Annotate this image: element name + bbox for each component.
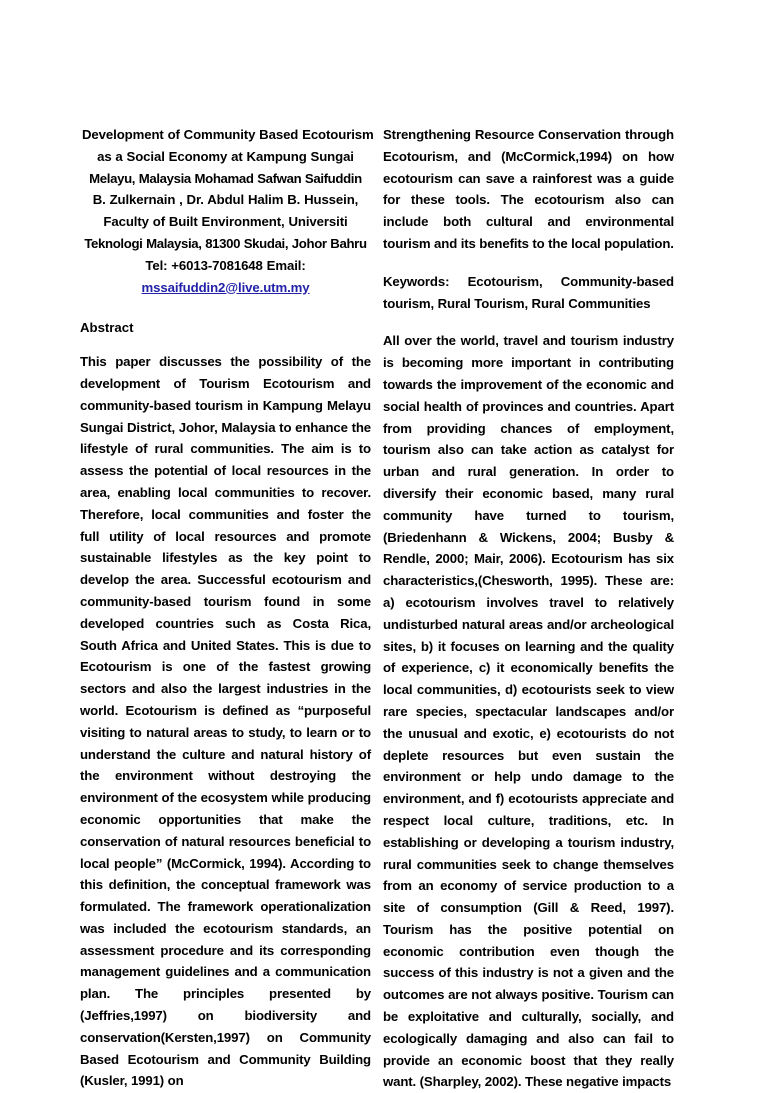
introduction-paragraph: All over the world, travel and tourism industry is becoming more important in contributing towards the improvement of the economic and social health of provinces and countries. Apart from providing chances of employment, tourism also can take action as catalyst for urban and rural generation. In order to diversify their economic based, many rural community have turned to tourism,(Briedenhann & Wickens, 2004; Busby & Rendle, 2000; Mair, 2006). Ecotourism has six characteristics,(Chesworth, 1995). These are: a) ecotourism involves travel to relatively undisturbed natural areas and/or archeological sites, b) it focuses on learning and the quality of experience, c) it economically benefits the local communities, d) ecotourists seek to view rare species, spectacular landscapes and/or the unusual and exotic, e) ecotourists do not deplete resources but even sustain the environment or help undo damage to the environment, and f) ecotourists appreciate and respect local culture, traditions, etc. In establishing or developing a tourism industry, rural communities seek to change themselves from an economy of service production to a site of consumption (Gill & Reed, 1997). Tourism has the positive potential on economic contribution even though the success of this industry is not a given and the outcomes are not always positive. Tourism can be exploitative and culturally, socially, and ecologically damaging and also can fail to provide an economic boost that they really want. (Sharpley, 2002). These negative impacts [383,333,674,1090]
title-line-7-contact: Tel: +6013-7081648 Email: [145,257,306,273]
paper-title-block [80,124,374,298]
title-line-4-authors: B. Zulkernain , Dr. Abdul Halim B. Hussein, [92,192,359,208]
abstract-heading: Abstract [80,320,134,336]
title-line-3-authors: Melayu, Malaysia Mohamad Safwan Saifuddin [89,170,362,186]
right-column [383,124,674,1093]
title-line-1: Development of Community Based Ecotourism [82,127,374,142]
title-line-2: as a Social Economy at Kampung Sungai [97,148,354,164]
title-line-6-address: Teknologi Malaysia, 81300 Skudai, Johor Bahru [84,235,367,251]
title-line-5-affiliation: Faculty of Built Environment, Universiti [103,214,348,230]
abstract-paragraph: This paper discusses the possibility of the development of Tourism Ecotourism and community-based tourism in Kampung Melayu Sungai District, Johor, Malaysia to enhance the lifestyle of rural communities. The aim is to assess the potential of local resources in the area, enabling local communities to recover. Therefore, local communities and foster the full utility of local resources and promote sustainable lifestyles as the key point to develop the area. Successful ecotourism and community-based tourism found in some developed countries such as Costa Rica, South Africa and United States. This is due to Ecotourism is one of the fastest growing sectors and also the largest industries in the world. Ecotourism is defined as “purposeful visiting to natural areas to study, to learn or to understand the culture and natural history of the environment without destroying the environment of the ecosystem while producing economic opportunities that make the conservation of natural resources beneficial to local people” (McCormick, 1994). According to this definition, the conceptual framework was formulated. The framework operationalization was included the ecotourism standards, an assessment procedure and its corresponding management guidelines and a communication plan. The principles presented by (Jeffries,1997) on biodiversity and conservation(Kersten,1997) on Community Based Ecotourism and Community Building (Kusler, 1991) on [80,354,371,1089]
two-column-layout [80,124,674,1093]
abstract-continuation-paragraph: Strengthening Resource Conservation through Ecotourism, and (McCormick,1994) on how ecotourism can save a rainforest was a guide for these tools. The ecotourism also can include both cultural and environmental tourism and its benefits to the local population. [383,127,674,251]
left-column [80,124,374,1092]
keywords-line: Keywords: Ecotourism, Community-based tourism, Rural Tourism, Rural Communities [383,273,674,311]
author-email-link[interactable]: mssaifuddin2@live.utm.my [141,279,310,295]
